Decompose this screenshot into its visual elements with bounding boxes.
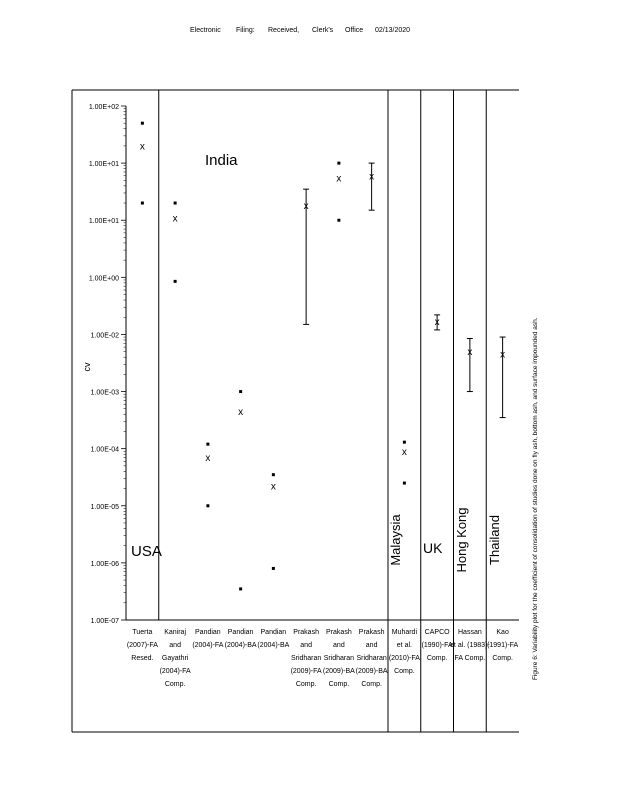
data-point	[239, 390, 242, 393]
x-tick-label: (2004)-FA	[159, 668, 191, 675]
mean-marker: x	[500, 349, 506, 361]
x-tick-label: Gayathri	[161, 655, 189, 662]
x-tick-label: Comp.	[164, 681, 186, 688]
x-tick-label: Sridharan	[323, 655, 355, 662]
mean-marker: x	[369, 171, 375, 183]
y-tick-label: 1.00E-06	[90, 560, 119, 568]
data-point	[272, 567, 275, 570]
region-label-usa: USA	[131, 543, 162, 560]
region-label-vertical: Hong Kong	[454, 507, 469, 573]
data-point	[206, 504, 209, 507]
x-tick-label: (1990)-FA	[421, 642, 453, 649]
y-tick-label: 1.00E-04	[90, 446, 119, 454]
x-tick-label: and	[365, 642, 378, 649]
x-tick-label: Pandian	[227, 629, 254, 636]
x-tick-label: Kaniraj	[164, 629, 187, 636]
region-label-uk: UK	[423, 540, 443, 556]
mean-marker: x	[401, 446, 407, 458]
y-tick-label: 1.00E+00	[88, 275, 119, 283]
x-tick-label: Comp.	[492, 655, 513, 662]
x-tick-label: Prakash	[293, 629, 319, 636]
x-tick-label: (2007)-FA	[126, 642, 158, 649]
x-tick-label: et al.	[396, 642, 412, 649]
header-word: Electronic	[190, 27, 221, 34]
x-tick-label: (2009)-BA	[355, 668, 388, 675]
data-point	[174, 280, 177, 283]
data-point	[174, 202, 177, 205]
mean-marker: x	[303, 201, 309, 213]
mean-marker: x	[205, 453, 211, 465]
x-tick-label: Comp.	[295, 681, 317, 688]
header-word: 02/13/2020	[375, 27, 411, 34]
x-tick-label: Prakash	[326, 629, 352, 636]
mean-marker: x	[172, 213, 178, 225]
x-tick-label: Comp.	[361, 681, 382, 688]
figure-caption-text: Figure 6: Variability plot for the coefficient of consolidation of studies done on fly ash, bottom ash, and surface impounded ash.	[532, 317, 539, 680]
data-point	[141, 202, 144, 205]
x-tick-label: (2004)-BA	[257, 642, 290, 649]
region-label-vertical: Thailand	[487, 515, 502, 565]
mean-marker: x	[434, 316, 440, 328]
mean-marker: x	[270, 481, 276, 493]
y-tick-label: 1.00E+02	[88, 104, 119, 111]
data-point	[141, 122, 144, 125]
y-tick-label: 1.00E-05	[90, 503, 119, 511]
region-label-vertical: Malaysia	[388, 514, 403, 566]
x-tick-label: Prakash	[358, 629, 385, 636]
header-word: Filing:	[236, 27, 255, 34]
x-tick-label: Comp.	[394, 668, 415, 675]
x-tick-label: Muhardi	[391, 629, 418, 636]
x-tick-label: (2004)-BA	[224, 642, 257, 649]
x-tick-label: CAPCO	[424, 629, 450, 636]
x-tick-label: et al. (1983)-	[450, 642, 490, 649]
mean-marker: x	[467, 347, 473, 359]
x-tick-label: and	[300, 642, 312, 649]
data-point	[337, 219, 340, 222]
x-tick-label: Sridharan	[290, 655, 322, 662]
header-word: Clerk's	[312, 27, 334, 34]
region-label-india: India	[205, 152, 238, 169]
mean-marker: x	[336, 173, 342, 185]
figure-caption	[532, 200, 546, 680]
x-tick-label: Sridharan	[356, 655, 387, 662]
x-tick-label: Kao	[496, 629, 509, 636]
data-point	[403, 482, 406, 485]
x-tick-label: FA Comp.	[454, 655, 486, 662]
x-tick-label: and	[169, 642, 181, 649]
y-tick-label: 1.00E+01	[88, 161, 119, 169]
data-point	[337, 162, 340, 165]
y-tick-label: 1.00E-07	[90, 618, 119, 625]
data-point	[272, 473, 275, 476]
y-tick-label: 1.00E-02	[90, 332, 119, 340]
x-tick-label: Hassan	[458, 629, 482, 636]
x-tick-label: (2009)-FA	[290, 668, 322, 675]
x-tick-label: Comp.	[426, 655, 448, 662]
x-tick-label: Pandian	[260, 629, 287, 636]
data-point	[206, 443, 209, 446]
x-tick-label: (2004)-FA	[192, 642, 224, 649]
data-point	[239, 587, 242, 590]
x-tick-label: Resed.	[131, 655, 154, 662]
x-tick-label: Pandian	[195, 629, 221, 636]
y-axis-label: cv	[82, 362, 92, 372]
x-tick-label: and	[333, 642, 345, 649]
x-tick-label: (1991)-FA	[487, 642, 519, 649]
data-point	[403, 441, 406, 444]
y-tick-label: 1.00E+01	[88, 218, 119, 226]
x-tick-label: Tuerta	[132, 629, 153, 636]
header-word: Received,	[268, 27, 300, 34]
x-tick-label: Comp.	[328, 681, 350, 688]
mean-marker: x	[139, 141, 145, 153]
y-tick-label: 1.00E-03	[90, 389, 119, 397]
mean-marker: x	[238, 406, 244, 418]
header-word: Office	[345, 27, 364, 34]
x-tick-label: (2010)-FA	[388, 655, 420, 662]
x-tick-label: (2009)-BA	[322, 668, 355, 675]
